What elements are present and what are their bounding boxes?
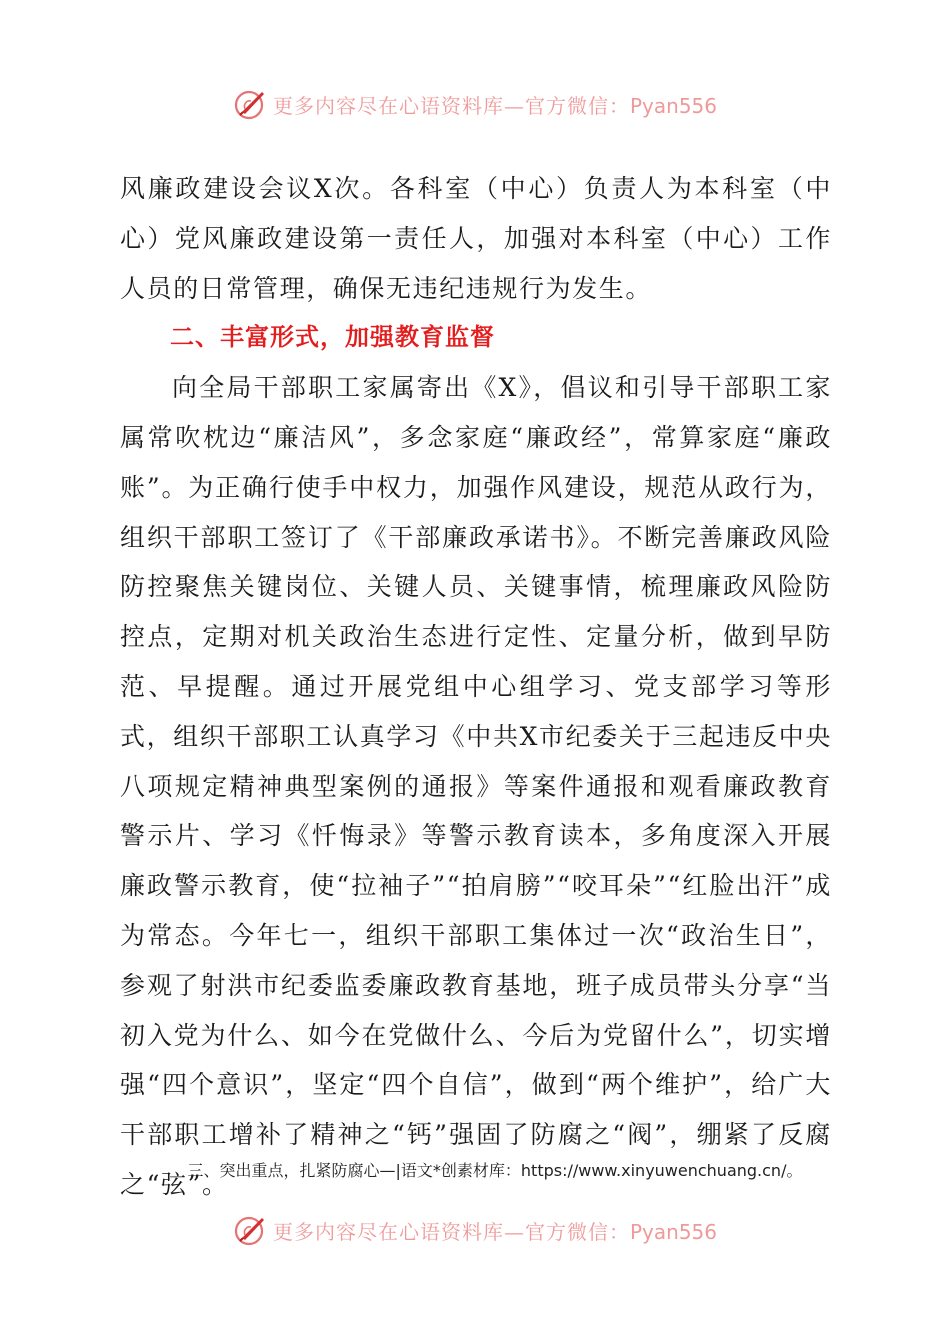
footer-source-line: 三、突出重点，扎紧防腐心—|语文*创素材库：https://www.xinyuwenchuang.cn/。 <box>187 1161 803 1180</box>
paragraph-main: 向全局干部职工家属寄出《X》，倡议和引导干部职工家属常吹枕边“廉洁风”，多念家庭“廉政经”，常算家庭“廉政账”。为正确行使手中权力，加强作风建设，规范从政行为，组织干部职工签订了《干部廉政承诺书》。不断完善廉政风险防控聚焦关键岗位、关键人员、关键事情，梳理廉政风险防控点，定期对机关政治生态进行定性、定量分析，做到早防范、早提醒。通过开展党组中心组学习、党支部学习等形式，组织干部职工认真学习《中共X市纪委关于三起违反中央八项规定精神典型案例的通报》等案件通报和观看廉政教育警示片、学习《忏悔录》等警示教育读本，多角度深入开展廉政警示教育，使“拉袖子”“拍肩膀”“咬耳朵”“红脸出汗”成为常态。今年七一，组织干部职工集体过一次“政治生日”，参观了射洪市纪委监委廉政教育基地，班子成员带头分享“当初入党为什么、如今在党做什么、今后为党留什么”，切实增强“四个意识”，坚定“四个自信”，做到“两个维护”，给广大干部职工增补了精神之“钙”强固了防腐之“阀”，绷紧了反腐之“弦”。 <box>120 373 832 1199</box>
banner-text <box>273 90 717 119</box>
banner-caption: 更多内容尽在心语资料库—官方微信： <box>272 93 630 118</box>
header-banner <box>0 84 950 124</box>
banner-text <box>273 1216 717 1245</box>
paragraph-continued: 风廉政建设会议X次。各科室（中心）负责人为本科室（中心）党风廉政建设第一责任人，加强对本科室（中心）工作人员的日常管理，确保无违纪违规行为发生。 <box>120 174 832 303</box>
section-heading: 二、丰富形式，加强教育监督 <box>170 323 495 352</box>
quill-pen-logo-icon <box>233 86 269 122</box>
banner-handle: Pyan556 <box>629 93 717 118</box>
banner-handle: Pyan556 <box>629 1219 717 1244</box>
banner-caption: 更多内容尽在心语资料库—官方微信： <box>272 1219 630 1244</box>
quill-pen-logo-icon <box>233 1212 269 1248</box>
footer-banner <box>0 1210 950 1250</box>
document-body <box>120 164 832 1210</box>
